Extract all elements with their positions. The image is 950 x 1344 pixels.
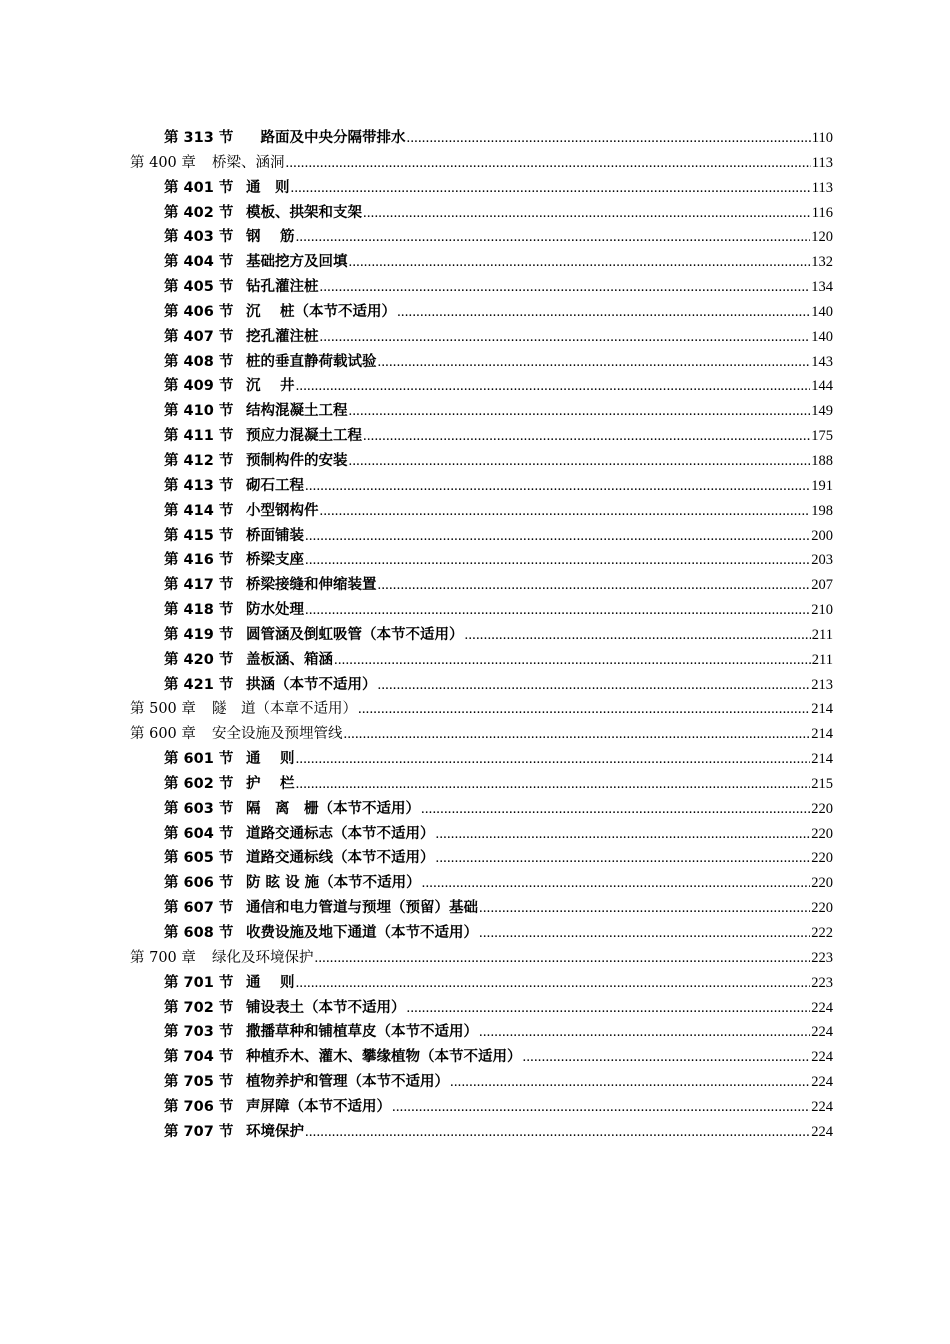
toc-section-entry[interactable] — [130, 176, 833, 201]
toc-entry-title: 沉 井 — [246, 378, 295, 395]
toc-entry-number: 第 602 节 — [164, 775, 234, 792]
toc-section-entry[interactable] — [130, 648, 833, 673]
toc-entry-title: 通信和电力管道与预埋（预留）基础 — [246, 900, 478, 917]
toc-page-number: 224 — [811, 1123, 833, 1140]
toc-dot-leader — [349, 399, 811, 424]
toc-entry-number: 第 407 节 — [164, 328, 234, 345]
toc-page-number: 224 — [811, 1098, 833, 1115]
toc-page-number: 143 — [811, 353, 833, 370]
toc-entry-number: 第 701 节 — [164, 974, 234, 991]
toc-entry-number: 第 707 节 — [164, 1123, 234, 1140]
toc-section-entry[interactable] — [130, 772, 833, 797]
toc-chapter-entry[interactable] — [130, 697, 833, 722]
toc-dot-leader — [305, 524, 810, 549]
toc-entry-title: 种植乔木、灌木、攀缘植物（本节不适用） — [246, 1049, 522, 1066]
toc-entry-number: 第 414 节 — [164, 502, 234, 519]
toc-page-number: 223 — [811, 974, 833, 991]
toc-section-entry[interactable] — [130, 822, 833, 847]
toc-page-number: 224 — [811, 1024, 833, 1041]
toc-page-number: 132 — [811, 254, 833, 271]
toc-dot-leader — [286, 151, 811, 176]
toc-page-number: 214 — [811, 726, 833, 743]
toc-dot-leader — [320, 275, 811, 300]
toc-entry-title: 声屏障（本节不适用） — [246, 1098, 391, 1115]
toc-entry-number: 第 410 节 — [164, 403, 234, 420]
toc-entry-title: 钻孔灌注桩 — [246, 279, 319, 296]
toc-dot-leader — [296, 747, 811, 772]
toc-page-number: 140 — [811, 328, 833, 345]
toc-entry-title: 桥梁支座 — [246, 552, 304, 569]
toc-dot-leader — [465, 623, 811, 648]
toc-page-number: 140 — [811, 303, 833, 320]
toc-section-entry[interactable] — [130, 846, 833, 871]
toc-dot-leader — [349, 250, 811, 275]
toc-entry-number: 第 401 节 — [164, 179, 234, 196]
toc-section-entry[interactable] — [130, 499, 833, 524]
toc-section-entry[interactable] — [130, 350, 833, 375]
toc-section-entry[interactable] — [130, 449, 833, 474]
toc-entry-title: 道路交通标线（本节不适用） — [246, 850, 435, 867]
toc-page-number: 214 — [811, 751, 833, 768]
toc-page-number: 116 — [811, 204, 833, 221]
toc-section-entry[interactable] — [130, 225, 833, 250]
toc-section-entry[interactable] — [130, 1095, 833, 1120]
toc-dot-leader — [305, 474, 810, 499]
toc-entry-title: 通 则 — [246, 751, 295, 768]
toc-entry-number: 第 608 节 — [164, 925, 234, 941]
toc-page-number: 220 — [811, 850, 833, 867]
toc-section-entry[interactable] — [130, 374, 833, 399]
toc-entry-number: 第 600 章 — [130, 726, 196, 743]
toc-entry-number: 第 412 节 — [164, 452, 234, 469]
toc-dot-leader — [479, 896, 810, 921]
toc-page-number: 220 — [811, 900, 833, 917]
toc-entry-title: 砌石工程 — [246, 477, 304, 494]
toc-entry-title: 撒播草种和铺植草皮（本节不适用） — [246, 1024, 478, 1041]
toc-entry-title: 防水处理 — [246, 602, 304, 619]
toc-section-entry[interactable] — [130, 1020, 833, 1045]
toc-page-number: 223 — [811, 949, 833, 966]
toc-entry-number: 第 409 节 — [164, 378, 234, 395]
toc-page-number: 149 — [811, 403, 833, 420]
toc-section-entry[interactable] — [130, 126, 833, 151]
toc-page-number: 224 — [811, 999, 833, 1016]
toc-dot-leader — [296, 971, 811, 996]
toc-entry-title: 桩的垂直静荷载试验 — [246, 353, 377, 370]
toc-entry-title: 沉 桩（本节不适用） — [246, 303, 397, 320]
toc-dot-leader — [291, 176, 811, 201]
toc-entry-number: 第 408 节 — [164, 353, 234, 370]
toc-dot-leader — [305, 1120, 810, 1145]
toc-entry-title: 桥梁接缝和伸缩装置 — [246, 577, 377, 594]
toc-page-number: 220 — [811, 800, 833, 817]
toc-dot-leader — [334, 648, 811, 673]
toc-section-entry[interactable] — [130, 250, 833, 275]
toc-page-number: 220 — [811, 825, 833, 842]
toc-dot-leader — [378, 350, 811, 375]
toc-dot-leader — [378, 673, 811, 698]
toc-entry-number: 第 405 节 — [164, 279, 234, 296]
toc-dot-leader — [320, 325, 811, 350]
toc-page-number: 120 — [811, 229, 833, 246]
toc-entry-title: 隔 离 栅（本节不适用） — [246, 800, 420, 817]
toc-entry-number: 第 420 节 — [164, 651, 234, 668]
toc-section-entry[interactable] — [130, 573, 833, 598]
toc-section-entry[interactable] — [130, 896, 833, 921]
toc-dot-leader — [523, 1045, 811, 1070]
toc-entry-title: 植物养护和管理（本节不适用） — [246, 1074, 449, 1091]
toc-page-number: 200 — [811, 527, 833, 544]
toc-entry-title: 拱涵（本节不适用） — [246, 676, 377, 693]
toc-section-entry[interactable] — [130, 1120, 833, 1145]
toc-page-number: 191 — [811, 477, 833, 494]
toc-dot-leader — [363, 424, 810, 449]
toc-section-entry[interactable] — [130, 524, 833, 549]
toc-page-number: 144 — [811, 378, 833, 395]
toc-dot-leader — [305, 548, 810, 573]
toc-section-entry[interactable] — [130, 623, 833, 648]
toc-section-entry[interactable] — [130, 921, 833, 946]
toc-entry-title: 铺设表土（本节不适用） — [246, 999, 406, 1016]
toc-section-entry[interactable] — [130, 201, 833, 226]
toc-page-number: 113 — [811, 154, 833, 171]
toc-entry-number: 第 404 节 — [164, 254, 234, 271]
toc-entry-title: 预应力混凝土工程 — [246, 428, 362, 445]
toc-entry-title: 结构混凝土工程 — [246, 403, 348, 420]
toc-page-number: 211 — [811, 626, 833, 643]
toc-section-entry[interactable] — [130, 797, 833, 822]
toc-page-number: 134 — [811, 279, 833, 296]
toc-entry-title: 基础挖方及回填 — [246, 254, 348, 271]
toc-entry-title: 通 则 — [246, 974, 295, 991]
toc-entry-number: 第 702 节 — [164, 999, 234, 1016]
toc-section-entry[interactable] — [130, 300, 833, 325]
toc-dot-leader — [436, 846, 811, 871]
toc-page-number: 207 — [811, 577, 833, 594]
toc-entry-number: 第 705 节 — [164, 1074, 234, 1091]
toc-dot-leader — [349, 449, 811, 474]
toc-entry-number: 第 700 章 — [130, 949, 196, 966]
toc-entry-number: 第 606 节 — [164, 875, 234, 892]
toc-dot-leader — [320, 499, 811, 524]
toc-entry-title: 钢 筋 — [246, 229, 295, 246]
toc-dot-leader — [450, 1070, 810, 1095]
toc-entry-number: 第 417 节 — [164, 577, 234, 594]
toc-section-entry[interactable] — [130, 424, 833, 449]
toc-entry-number: 第 421 节 — [164, 676, 234, 693]
toc-dot-leader — [296, 374, 811, 399]
toc-entry-number: 第 704 节 — [164, 1049, 234, 1066]
toc-page-number: 213 — [811, 676, 833, 693]
toc-entry-title: 桥面铺装 — [246, 527, 304, 544]
toc-entry-title: 护 栏 — [246, 775, 295, 792]
toc-section-entry[interactable] — [130, 548, 833, 573]
toc-entry-number: 第 406 节 — [164, 303, 234, 320]
toc-entry-number: 第 601 节 — [164, 751, 234, 768]
toc-dot-leader — [296, 772, 811, 797]
toc-entry-title: 桥梁、涵洞 — [212, 154, 285, 171]
toc-dot-leader — [479, 1020, 810, 1045]
toc-page-number: 222 — [811, 925, 833, 941]
toc-entry-number: 第 500 章 — [130, 701, 196, 718]
toc-entry-number: 第 703 节 — [164, 1024, 234, 1041]
toc-page-number: 215 — [811, 775, 833, 792]
toc-entry-title: 盖板涵、箱涵 — [246, 651, 333, 668]
toc-page-number: 188 — [811, 452, 833, 469]
toc-chapter-entry[interactable] — [130, 722, 833, 747]
toc-entry-title: 安全设施及预埋管线 — [212, 726, 343, 743]
toc-entry-title: 路面及中央分隔带排水 — [246, 130, 406, 146]
toc-dot-leader — [392, 1095, 810, 1120]
toc-section-entry[interactable] — [130, 971, 833, 996]
toc-entry-number: 第 418 节 — [164, 602, 234, 619]
toc-section-entry[interactable] — [130, 275, 833, 300]
toc-entry-number: 第 416 节 — [164, 552, 234, 569]
toc-dot-leader — [358, 697, 810, 722]
toc-section-entry[interactable] — [130, 399, 833, 424]
toc-dot-leader — [363, 201, 811, 226]
toc-dot-leader — [407, 126, 811, 151]
toc-dot-leader — [407, 996, 811, 1021]
toc-entry-title: 防 眩 设 施（本节不适用） — [246, 875, 421, 892]
toc-chapter-entry[interactable] — [130, 946, 833, 971]
toc-page-number: 224 — [811, 1049, 833, 1066]
toc-page-number: 211 — [811, 651, 833, 668]
toc-entry-title: 绿化及环境保护 — [212, 949, 314, 966]
toc-entry-title: 模板、拱架和支架 — [246, 204, 362, 221]
toc-entry-number: 第 411 节 — [164, 428, 234, 445]
toc-page-number: 224 — [811, 1074, 833, 1091]
toc-entry-title: 隧 道（本章不适用） — [212, 701, 357, 718]
toc-entry-number: 第 313 节 — [164, 130, 234, 146]
toc-section-entry[interactable] — [130, 996, 833, 1021]
toc-entry-number: 第 419 节 — [164, 626, 234, 643]
toc-dot-leader — [315, 946, 811, 971]
toc-entry-number: 第 402 节 — [164, 204, 234, 221]
toc-entry-title: 通 则 — [246, 179, 290, 196]
toc-dot-leader — [479, 921, 810, 946]
toc-entry-number: 第 400 章 — [130, 154, 196, 171]
toc-entry-title: 道路交通标志（本节不适用） — [246, 825, 435, 842]
toc-entry-title: 预制构件的安装 — [246, 452, 348, 469]
toc-page-number: 210 — [811, 602, 833, 619]
toc-entry-number: 第 413 节 — [164, 477, 234, 494]
toc-entry-number: 第 415 节 — [164, 527, 234, 544]
toc-dot-leader — [421, 797, 810, 822]
toc-entry-title: 圆管涵及倒虹吸管（本节不适用） — [246, 626, 464, 643]
toc-dot-leader — [436, 822, 811, 847]
toc-section-entry[interactable] — [130, 871, 833, 896]
toc-entry-title: 挖孔灌注桩 — [246, 328, 319, 345]
toc-page-number: 220 — [811, 875, 833, 892]
toc-entry-title: 小型钢构件 — [246, 502, 319, 519]
toc-page-number: 113 — [811, 179, 833, 196]
toc-section-entry[interactable] — [130, 1070, 833, 1095]
toc-dot-leader — [397, 300, 810, 325]
toc-page-number: 203 — [811, 552, 833, 569]
toc-page-number: 175 — [811, 428, 833, 445]
toc-entry-title: 环境保护 — [246, 1123, 304, 1140]
toc-section-entry[interactable] — [130, 747, 833, 772]
toc-section-entry[interactable] — [130, 1045, 833, 1070]
toc-entry-number: 第 603 节 — [164, 800, 234, 817]
toc-page-number: 214 — [811, 701, 833, 718]
toc-section-entry[interactable] — [130, 325, 833, 350]
toc-chapter-entry[interactable] — [130, 151, 833, 176]
toc-page-number: 110 — [811, 130, 833, 146]
toc-entry-number: 第 605 节 — [164, 850, 234, 867]
toc-dot-leader — [378, 573, 811, 598]
toc-entry-number: 第 706 节 — [164, 1098, 234, 1115]
toc-section-entry[interactable] — [130, 474, 833, 499]
toc-dot-leader — [422, 871, 811, 896]
toc-entry-title: 收费设施及地下通道（本节不适用） — [246, 925, 478, 941]
toc-dot-leader — [296, 225, 811, 250]
toc-page-number: 198 — [811, 502, 833, 519]
toc-dot-leader — [305, 598, 810, 623]
toc-section-entry[interactable] — [130, 598, 833, 623]
table-of-contents — [130, 126, 833, 1145]
toc-entry-number: 第 607 节 — [164, 900, 234, 917]
toc-dot-leader — [344, 722, 811, 747]
toc-section-entry[interactable] — [130, 673, 833, 698]
toc-entry-number: 第 604 节 — [164, 825, 234, 842]
toc-entry-number: 第 403 节 — [164, 229, 234, 246]
